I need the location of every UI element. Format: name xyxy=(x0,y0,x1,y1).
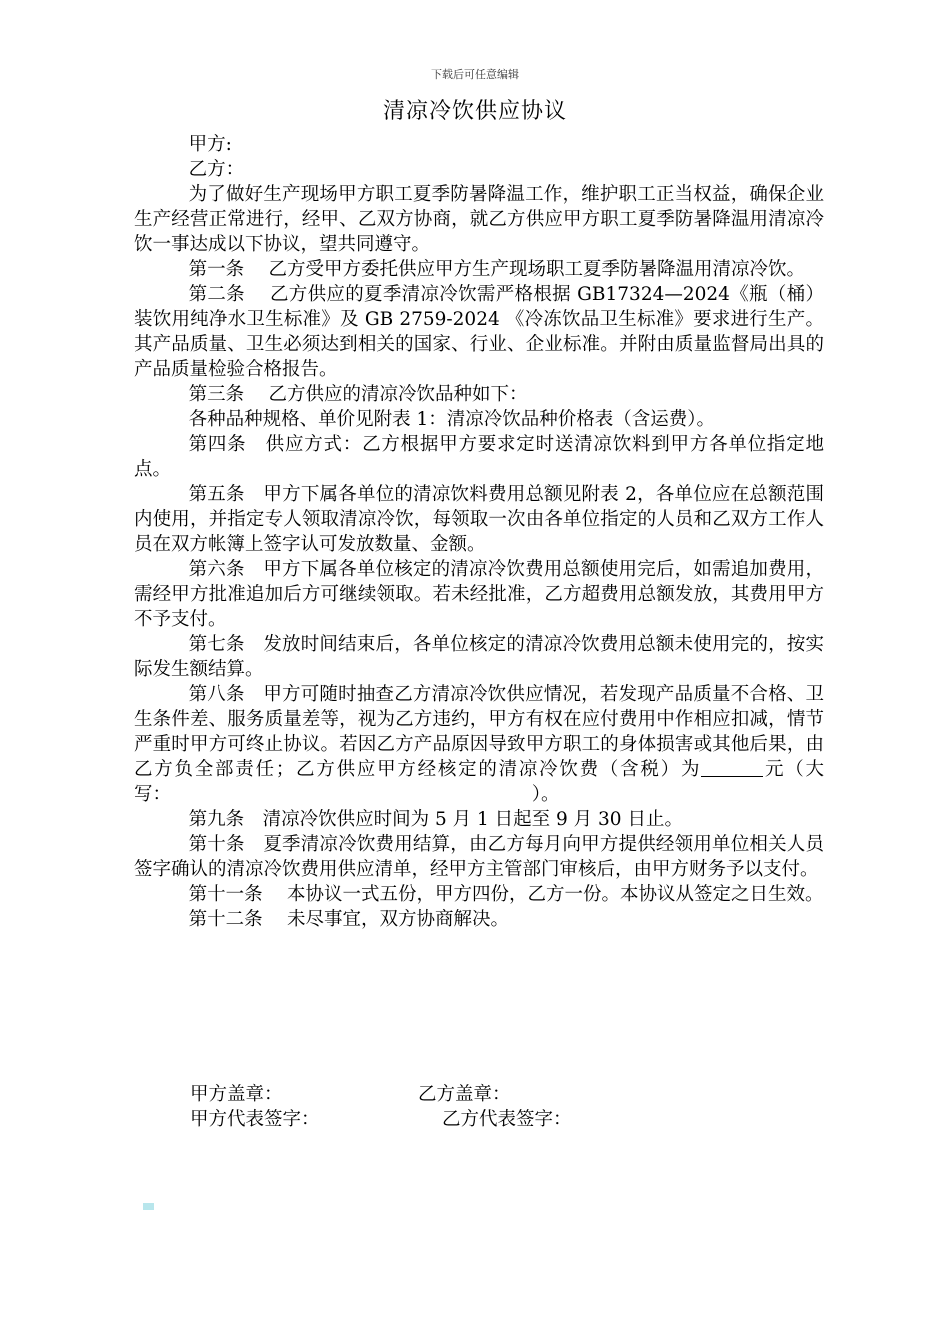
article-11: 第十一条 本协议一式五份，甲方四份，乙方一份。本协议从签定之日生效。 xyxy=(188,884,824,905)
party-b-representative: 乙方代表签字： xyxy=(442,1109,572,1130)
cursor-marker xyxy=(143,1203,154,1210)
signature-row xyxy=(190,1105,572,1131)
article-3: 第三条 乙方供应的清凉冷饮品种如下： xyxy=(188,384,528,405)
party-a-representative: 甲方代表签字： xyxy=(190,1109,320,1130)
article-10: 第十条 夏季清凉冷饮费用结算，由乙方每月向甲方提供经领用单位相关人员签字确认的清凉冷饮费用供应清单，经甲方主管部门审核后，由甲方财务予以支付。 xyxy=(134,834,824,880)
amount-blank[interactable] xyxy=(701,758,763,777)
intro-paragraph: 为了做好生产现场甲方职工夏季防暑降温工作，维护职工正当权益，确保企业生产经营正常进行，经甲、乙双方协商，就乙方供应甲方职工夏季防暑降温用清凉冷饮一事达成以下协议，望共同遵守。 xyxy=(134,184,824,255)
document-title: 清凉冷饮供应协议 xyxy=(382,99,567,124)
article-9: 第九条 清凉冷饮供应时间为 5 月 1 日起至 9 月 30 日止。 xyxy=(188,809,683,830)
article-8-tail: 元（大写： ）。 xyxy=(134,759,824,805)
article-8 xyxy=(134,682,824,807)
article-5: 第五条 甲方下属各单位的清凉饮料费用总额见附表 2，各单位应在总额范围内使用，并指定专人领取清凉冷饮，每领取一次由各单位指定的人员和乙双方工作人员在双方帐簿上签字认可发放数量、金额。 xyxy=(134,484,824,555)
article-2: 第二条 乙方供应的夏季清凉冷饮需严格根据 GB17324—2024《瓶（桶）装饮用纯净水卫生标准》及 GB 2759-2024 《冷冻饮品卫生标准》要求进行生产。其产品质量、卫生必须达到相关的国家、行业、企业标准。并附由质量监督局出具的产品质量检验合格报告。 xyxy=(134,284,824,380)
party-b-line: 乙方： xyxy=(188,159,245,180)
article-6: 第六条 甲方下属各单位核定的清凉冷饮费用总额使用完后，如需追加费用，需经甲方批准追加后方可继续领取。若未经批准，乙方超费用总额发放，其费用甲方不予支付。 xyxy=(134,559,824,630)
header-note: 下载后可任意编辑 xyxy=(431,68,519,81)
party-a-seal: 甲方盖章： xyxy=(190,1084,283,1105)
article-12: 第十二条 未尽事宜，双方协商解决。 xyxy=(188,909,509,930)
article-1: 第一条 乙方受甲方委托供应甲方生产现场职工夏季防暑降温用清凉冷饮。 xyxy=(188,259,805,280)
article-8-text: 第八条 甲方可随时抽查乙方清凉冷饮供应情况，若发现产品质量不合格、卫生条件差、服务质量差等，视为乙方违约，甲方有权在应付费用中作相应扣减，情节严重时甲方可终止协议。若因乙方产品原因导致甲方职工的身体损害或其他后果，由乙方负全部责任；乙方供应甲方经核定的清凉冷饮费（含税）为 xyxy=(134,684,824,780)
seal-row xyxy=(190,1080,511,1106)
article-4: 第四条 供应方式：乙方根据甲方要求定时送清凉饮料到甲方各单位指定地点。 xyxy=(134,434,824,480)
party-b-seal: 乙方盖章： xyxy=(418,1084,511,1105)
agreement-body xyxy=(134,132,824,932)
party-a-line: 甲方: xyxy=(188,134,232,155)
article-3-detail: 各种品种规格、单价见附表 1：清凉冷饮品种价格表（含运费）。 xyxy=(188,409,715,430)
article-7: 第七条 发放时间结束后，各单位核定的清凉冷饮费用总额未使用完的，按实际发生额结算。 xyxy=(134,634,824,680)
